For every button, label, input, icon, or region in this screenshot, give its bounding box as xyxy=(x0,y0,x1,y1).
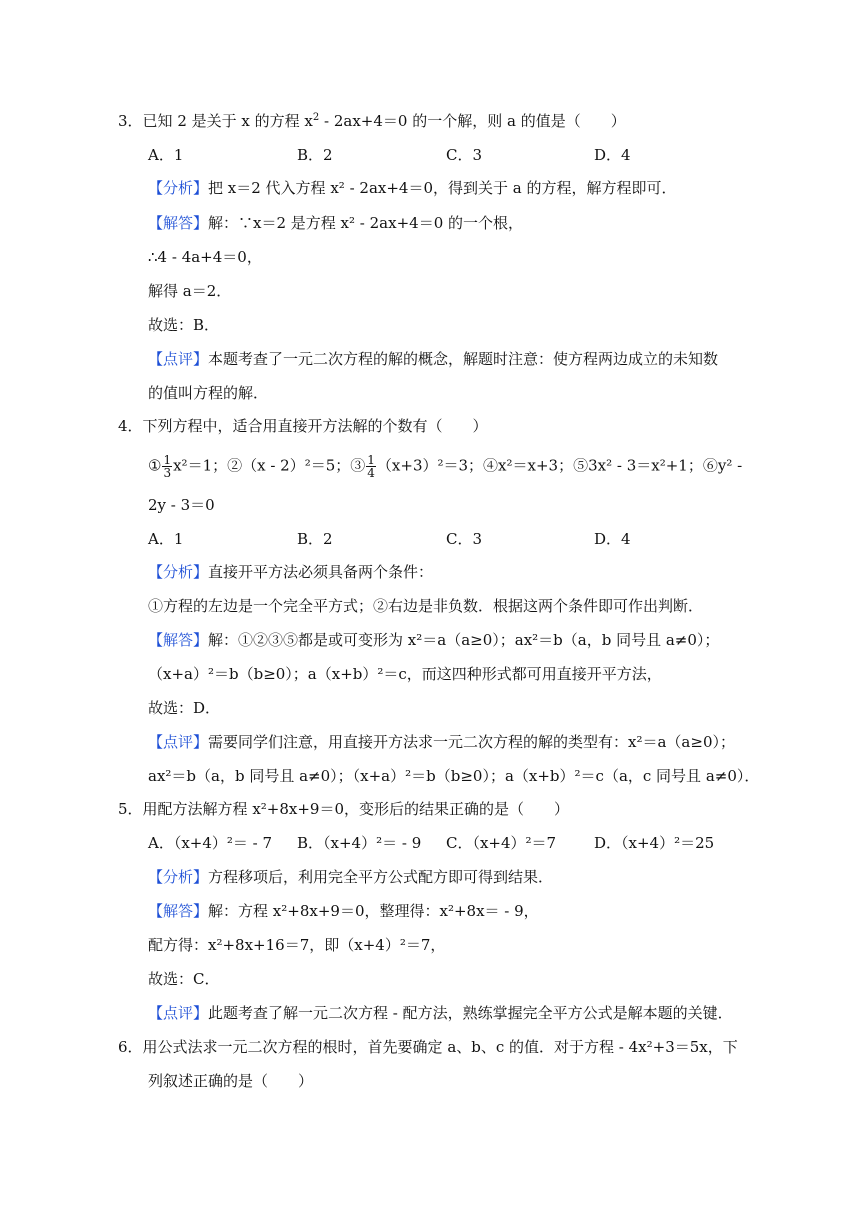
fraction-one-quarter xyxy=(366,454,376,479)
equations-part-1: ① xyxy=(148,456,162,475)
equations-part-2: x²＝1；②（x - 2）²＝5；③ xyxy=(173,456,366,475)
answer-text: 解：①②③⑤都是或可变形为 x²＝a（a≥0）；ax²＝b（a，b 同号且 a≠0）； xyxy=(208,631,720,649)
answer-tag: 【解答】 xyxy=(148,902,209,920)
question-3-answer xyxy=(148,212,523,234)
question-5-number: 5． xyxy=(118,800,143,818)
comment-tag: 【点评】 xyxy=(148,350,209,368)
answer-text: 解：∵x＝2 是方程 x² - 2ax+4＝0 的一个根， xyxy=(208,214,524,232)
question-4-answer xyxy=(148,629,719,651)
question-5-option-d: D．（x+4）²＝25 xyxy=(594,834,715,852)
question-4-option-c: C．3 xyxy=(446,530,483,548)
question-3 xyxy=(118,110,626,132)
question-4-answer-cont: （x+a）²＝b（b≥0）；a（x+b）²＝c，而这四种形式都可用直接开平方法， xyxy=(148,665,662,683)
question-5-analysis xyxy=(148,866,553,888)
question-3-exponent: 2 xyxy=(312,112,320,123)
fraction-one-third xyxy=(162,454,172,479)
question-4-equations xyxy=(148,454,742,479)
fraction-denominator: 4 xyxy=(367,466,375,480)
comment-text: 本题考查了一元二次方程的解的概念，解题时注意：使方程两边成立的未知数 xyxy=(208,350,719,368)
answer-tag: 【解答】 xyxy=(148,214,209,232)
question-3-analysis xyxy=(148,177,676,199)
answer-text: 解：方程 x²+8x+9＝0，整理得：x²+8x＝ - 9， xyxy=(208,902,539,920)
question-4-comment-cont: ax²＝b（a，b 同号且 a≠0）；（x+a）²＝b（b≥0）；a（x+b）²＝c（a，c 同号且 a≠0）． xyxy=(148,767,760,785)
question-3-option-a: A．1 xyxy=(148,146,184,164)
question-4-text: 下列方程中，适合用直接开方法解的个数有（ ） xyxy=(142,417,488,435)
question-5-option-a: A．（x+4）²＝ - 7 xyxy=(148,834,273,852)
question-5-answer-cont: 配方得：x²+8x+16＝7，即（x+4）²＝7， xyxy=(148,936,446,954)
fraction-numerator: 1 xyxy=(367,453,375,467)
question-3-text-suffix: - 2ax+4＝0 的一个解，则 a 的值是（ ） xyxy=(319,112,626,130)
question-3-step-1: ∴4 - 4a+4＝0， xyxy=(148,248,262,266)
question-3-option-b: B．2 xyxy=(297,146,333,164)
question-5 xyxy=(118,798,569,820)
comment-text: 此题考查了解一元二次方程 - 配方法，熟练掌握完全平方公式是解本题的关键． xyxy=(208,1004,733,1022)
question-5-answer xyxy=(148,900,539,922)
question-3-step-2: 解得 a＝2． xyxy=(148,282,232,300)
question-4 xyxy=(118,415,488,437)
question-6-text-cont: 列叙述正确的是（ ） xyxy=(148,1072,314,1090)
question-3-comment xyxy=(148,348,718,370)
question-5-option-b: B．（x+4）²＝ - 9 xyxy=(297,834,422,852)
analysis-text: 直接开平方法必须具备两个条件： xyxy=(208,563,434,581)
fraction-numerator: 1 xyxy=(163,453,172,467)
question-3-number: 3． xyxy=(118,112,143,130)
comment-tag: 【点评】 xyxy=(148,1004,209,1022)
question-3-text-prefix: 已知 2 是关于 x 的方程 x xyxy=(142,112,313,130)
question-3-option-c: C．3 xyxy=(446,146,483,164)
answer-tag: 【解答】 xyxy=(148,631,209,649)
question-4-comment xyxy=(148,731,735,753)
question-6-number: 6． xyxy=(118,1038,143,1056)
question-4-option-a: A．1 xyxy=(148,530,184,548)
analysis-tag: 【分析】 xyxy=(148,179,209,197)
question-4-answer-choice: 故选：D． xyxy=(148,699,221,717)
analysis-tag: 【分析】 xyxy=(148,563,209,581)
question-4-analysis-cont: ①方程的左边是一个完全平方式；②右边是非负数．根据这两个条件即可作出判断． xyxy=(148,597,704,615)
question-3-comment-cont: 的值叫方程的解． xyxy=(148,384,269,402)
question-4-analysis xyxy=(148,561,433,583)
comment-text: 需要同学们注意，用直接开方法求一元二次方程的解的类型有：x²＝a（a≥0）； xyxy=(208,733,735,751)
analysis-tag: 【分析】 xyxy=(148,868,209,886)
question-6 xyxy=(118,1036,738,1058)
question-4-number: 4． xyxy=(118,417,143,435)
fraction-denominator: 3 xyxy=(163,466,172,480)
analysis-text: 把 x＝2 代入方程 x² - 2ax+4＝0，得到关于 a 的方程，解方程即可． xyxy=(208,179,677,197)
analysis-text: 方程移项后，利用完全平方公式配方即可得到结果． xyxy=(208,868,554,886)
question-3-step-3: 故选：B． xyxy=(148,316,220,334)
comment-tag: 【点评】 xyxy=(148,733,209,751)
question-4-option-b: B．2 xyxy=(297,530,333,548)
question-5-text: 用配方法解方程 x²+8x+9＝0，变形后的结果正确的是（ ） xyxy=(142,800,570,818)
question-6-text: 用公式法求一元二次方程的根时，首先要确定 a、b、c 的值．对于方程 - 4x²+3＝5x，下 xyxy=(142,1038,738,1056)
question-4-equations-cont: 2y - 3＝0 xyxy=(148,496,215,514)
question-4-option-d: D．4 xyxy=(594,530,631,548)
equations-part-3: （x+3）²＝3；④x²＝x+3；⑤3x² - 3＝x²+1；⑥y² - xyxy=(376,456,743,475)
question-3-option-d: D．4 xyxy=(594,146,631,164)
question-5-comment xyxy=(148,1002,733,1024)
question-5-option-c: C．（x+4）²＝7 xyxy=(446,834,557,852)
question-5-answer-choice: 故选：C． xyxy=(148,970,220,988)
